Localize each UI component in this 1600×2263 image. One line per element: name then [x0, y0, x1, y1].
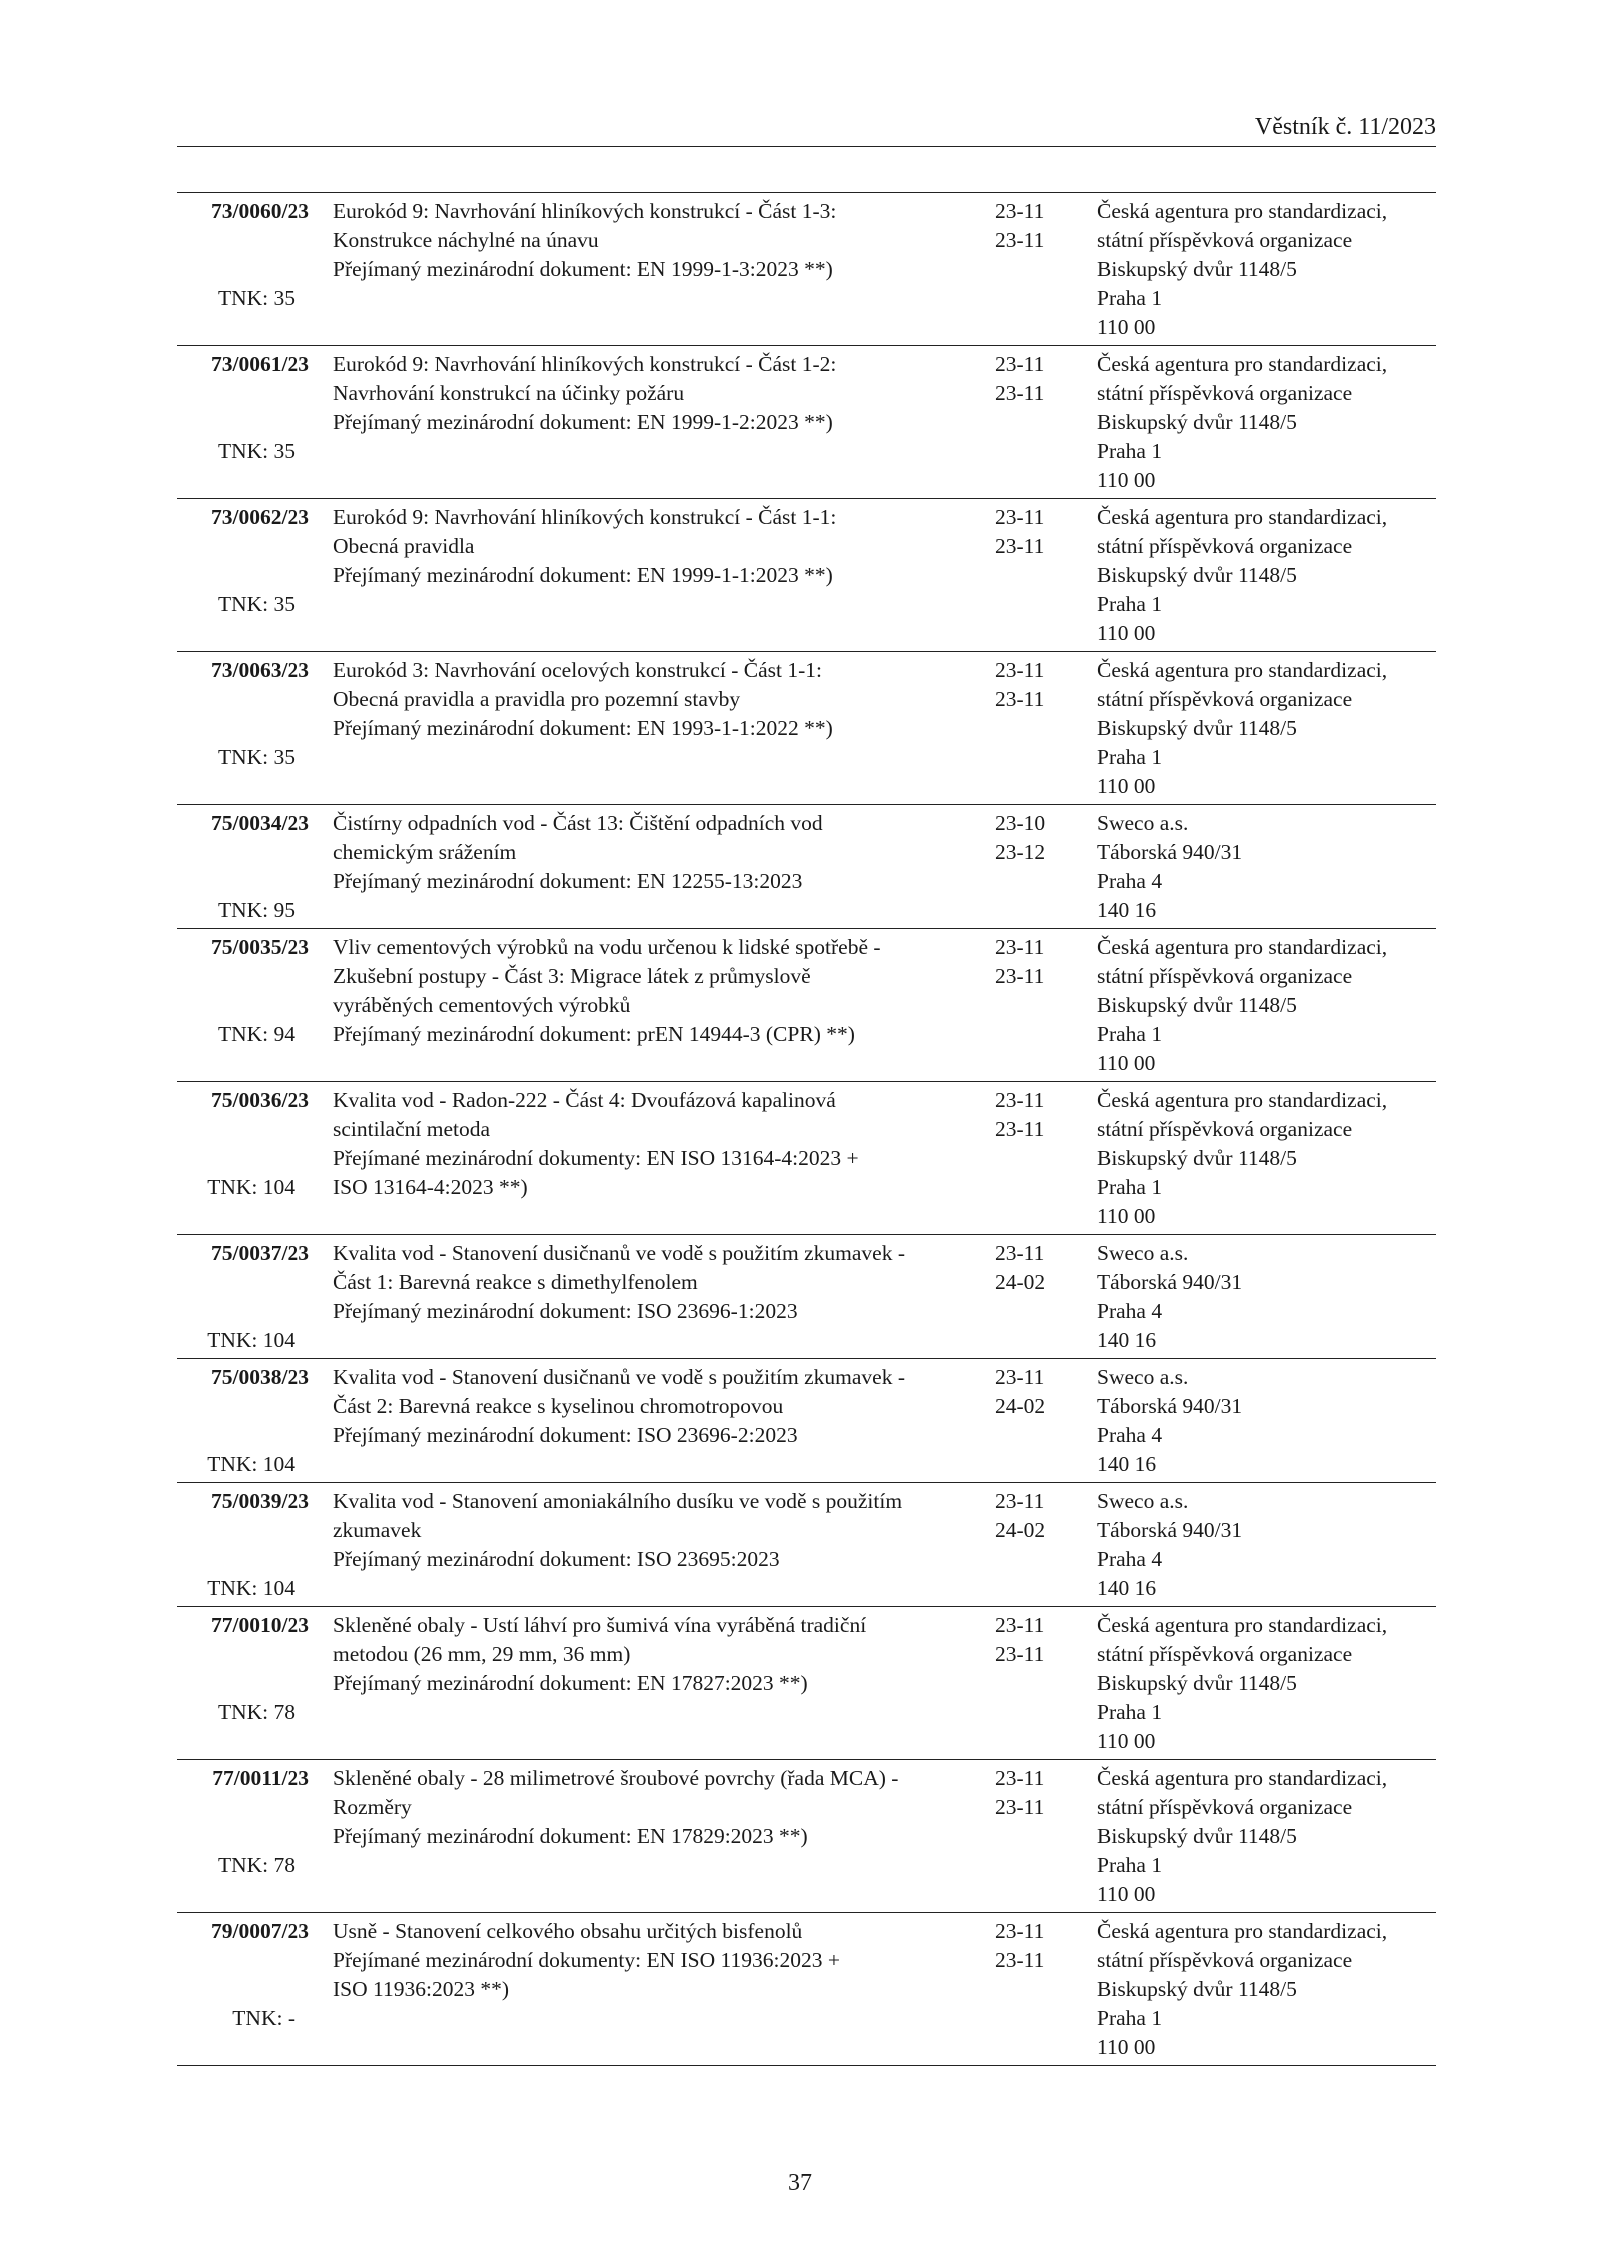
table-row — [177, 805, 1436, 929]
standard-number: 73/0060/23 — [211, 199, 309, 223]
organization-line: Česká agentura pro standardizaci, — [1097, 935, 1388, 959]
date-value: 23-11 — [995, 534, 1045, 558]
description-line: Přejímaný mezinárodní dokument: EN 1993-1-1:2022 **) — [333, 716, 833, 740]
description-line: Přejímaný mezinárodní dokument: EN 1999-1-1:2023 **) — [333, 563, 833, 587]
organization-line: Praha 1 — [1097, 439, 1163, 463]
description-cell — [333, 197, 973, 284]
table-row — [177, 1760, 1436, 1913]
organization-line: Praha 1 — [1097, 745, 1163, 769]
dates-cell — [995, 350, 1075, 408]
organization-line: Praha 4 — [1097, 1423, 1163, 1447]
dates-cell — [995, 1363, 1075, 1421]
standard-number: 73/0061/23 — [211, 352, 309, 376]
organization-line: Biskupský dvůr 1148/5 — [1097, 410, 1297, 434]
table-row — [177, 346, 1436, 499]
description-line: Konstrukce náchylné na únavu — [333, 228, 599, 252]
page-header — [177, 112, 1436, 147]
tnk-label: TNK: 35 — [217, 745, 295, 769]
table-row — [177, 499, 1436, 652]
organization-line: státní příspěvková organizace — [1097, 964, 1353, 988]
date-value: 23-11 — [995, 1642, 1045, 1666]
organization-line: 110 00 — [1097, 1204, 1156, 1228]
organization-line: 110 00 — [1097, 621, 1156, 645]
organization-line: Biskupský dvůr 1148/5 — [1097, 1977, 1297, 2001]
bulletin-title: Věstník č. 11/2023 — [1254, 114, 1436, 140]
organization-cell — [1097, 503, 1436, 648]
organization-line: státní příspěvková organizace — [1097, 534, 1353, 558]
description-line: Přejímaný mezinárodní dokument: EN 17829:2023 **) — [333, 1824, 808, 1848]
date-value: 23-11 — [995, 352, 1045, 376]
table-row — [177, 1359, 1436, 1483]
description-line: Přejímané mezinárodní dokumenty: EN ISO 11936:2023 + — [333, 1948, 840, 1972]
organization-line: Česká agentura pro standardizaci, — [1097, 1088, 1388, 1112]
date-value: 23-11 — [995, 199, 1045, 223]
dates-cell — [995, 197, 1075, 255]
date-value: 23-11 — [995, 381, 1045, 405]
organization-cell — [1097, 656, 1436, 801]
organization-line: 110 00 — [1097, 315, 1156, 339]
description-cell — [333, 1917, 973, 2004]
description-line: Čistírny odpadních vod - Část 13: Čištění odpadních vod — [333, 811, 823, 835]
description-cell — [333, 350, 973, 437]
date-value: 24-02 — [995, 1518, 1046, 1542]
date-value: 23-11 — [995, 1613, 1045, 1637]
organization-line: státní příspěvková organizace — [1097, 381, 1353, 405]
standard-number: 75/0038/23 — [211, 1365, 309, 1389]
description-line: Část 2: Barevná reakce s kyselinou chromotropovou — [333, 1394, 784, 1418]
organization-line: Praha 1 — [1097, 1853, 1163, 1877]
date-value: 23-11 — [995, 228, 1045, 252]
organization-line: Táborská 940/31 — [1097, 1518, 1243, 1542]
dates-cell — [995, 1917, 1075, 1975]
organization-line: 140 16 — [1097, 1452, 1157, 1476]
date-value: 23-11 — [995, 1948, 1045, 1972]
date-value: 23-10 — [995, 811, 1046, 835]
tnk-label: TNK: 95 — [217, 898, 295, 922]
table-row — [177, 1483, 1436, 1607]
description-line: Přejímané mezinárodní dokumenty: EN ISO 13164-4:2023 + — [333, 1146, 859, 1170]
description-line: zkumavek — [333, 1518, 422, 1542]
description-line: ISO 11936:2023 **) — [333, 1977, 509, 2001]
description-cell — [333, 1239, 973, 1326]
organization-cell — [1097, 197, 1436, 342]
tnk-label: TNK: 35 — [217, 592, 295, 616]
organization-line: Praha 1 — [1097, 1175, 1163, 1199]
organization-cell — [1097, 1764, 1436, 1909]
description-cell — [333, 656, 973, 743]
organization-line: státní příspěvková organizace — [1097, 687, 1353, 711]
organization-line: Česká agentura pro standardizaci, — [1097, 658, 1388, 682]
description-line: Usně - Stanovení celkového obsahu určitých bisfenolů — [333, 1919, 803, 1943]
organization-line: Praha 4 — [1097, 1547, 1163, 1571]
organization-line: Sweco a.s. — [1097, 1365, 1189, 1389]
organization-line: Biskupský dvůr 1148/5 — [1097, 1824, 1297, 1848]
date-value: 23-11 — [995, 658, 1045, 682]
description-line: Eurokód 3: Navrhování ocelových konstrukcí - Část 1-1: — [333, 658, 823, 682]
dates-cell — [995, 809, 1075, 867]
organization-line: Praha 1 — [1097, 592, 1163, 616]
organization-line: 140 16 — [1097, 1328, 1157, 1352]
date-value: 24-02 — [995, 1394, 1046, 1418]
table-row — [177, 1913, 1436, 2066]
organization-line: Praha 1 — [1097, 2006, 1163, 2030]
date-value: 23-11 — [995, 1117, 1045, 1141]
description-line: Obecná pravidla — [333, 534, 475, 558]
organization-cell — [1097, 1363, 1436, 1479]
date-value: 23-12 — [995, 840, 1046, 864]
date-value: 23-11 — [995, 1241, 1045, 1265]
organization-line: Biskupský dvůr 1148/5 — [1097, 1671, 1297, 1695]
dates-cell — [995, 1086, 1075, 1144]
organization-line: státní příspěvková organizace — [1097, 1642, 1353, 1666]
description-line: metodou (26 mm, 29 mm, 36 mm) — [333, 1642, 631, 1666]
description-line: Skleněné obaly - 28 milimetrové šroubové povrchy (řada MCA) - — [333, 1766, 899, 1790]
description-line: Navrhování konstrukcí na účinky požáru — [333, 381, 685, 405]
tnk-label: TNK: 35 — [217, 286, 295, 310]
organization-line: 140 16 — [1097, 898, 1157, 922]
description-line: Přejímaný mezinárodní dokument: EN 1999-1-3:2023 **) — [333, 257, 833, 281]
organization-line: Biskupský dvůr 1148/5 — [1097, 716, 1297, 740]
tnk-label: TNK: 104 — [207, 1175, 295, 1199]
standards-table — [177, 192, 1436, 2066]
organization-line: státní příspěvková organizace — [1097, 1117, 1353, 1141]
description-cell — [333, 503, 973, 590]
organization-cell — [1097, 809, 1436, 925]
description-line: Kvalita vod - Stanovení dusičnanů ve vodě s použitím zkumavek - — [333, 1365, 906, 1389]
table-row — [177, 193, 1436, 346]
tnk-label: TNK: 78 — [217, 1853, 295, 1877]
organization-line: Praha 4 — [1097, 869, 1163, 893]
organization-cell — [1097, 1917, 1436, 2062]
tnk-label: TNK: - — [232, 2006, 295, 2030]
description-cell — [333, 933, 973, 1049]
description-cell — [333, 1764, 973, 1851]
organization-cell — [1097, 1487, 1436, 1603]
dates-cell — [995, 503, 1075, 561]
organization-line: Česká agentura pro standardizaci, — [1097, 1919, 1388, 1943]
organization-cell — [1097, 1086, 1436, 1231]
organization-line: 110 00 — [1097, 1729, 1156, 1753]
description-line: Eurokód 9: Navrhování hliníkových konstrukcí - Část 1-2: — [333, 352, 837, 376]
date-value: 23-11 — [995, 1088, 1045, 1112]
organization-cell — [1097, 1611, 1436, 1756]
description-line: ISO 13164-4:2023 **) — [333, 1175, 528, 1199]
tnk-label: TNK: 78 — [217, 1700, 295, 1724]
standard-number: 75/0034/23 — [211, 811, 309, 835]
description-line: Vliv cementových výrobků na vodu určenou k lidské spotřebě - — [333, 935, 881, 959]
standard-number: 75/0039/23 — [211, 1489, 309, 1513]
tnk-label: TNK: 94 — [217, 1022, 295, 1046]
organization-line: státní příspěvková organizace — [1097, 1795, 1353, 1819]
organization-line: Praha 1 — [1097, 1700, 1163, 1724]
standard-number: 73/0062/23 — [211, 505, 309, 529]
date-value: 23-11 — [995, 1766, 1045, 1790]
organization-line: Biskupský dvůr 1148/5 — [1097, 257, 1297, 281]
standard-number: 73/0063/23 — [211, 658, 309, 682]
organization-cell — [1097, 350, 1436, 495]
description-line: Přejímaný mezinárodní dokument: ISO 23696-1:2023 — [333, 1299, 798, 1323]
description-cell — [333, 1487, 973, 1574]
date-value: 23-11 — [995, 1489, 1045, 1513]
dates-cell — [995, 1764, 1075, 1822]
organization-line: Sweco a.s. — [1097, 1489, 1189, 1513]
dates-cell — [995, 656, 1075, 714]
organization-line: Biskupský dvůr 1148/5 — [1097, 993, 1297, 1017]
dates-cell — [995, 1239, 1075, 1297]
standard-number: 75/0036/23 — [211, 1088, 309, 1112]
description-line: Eurokód 9: Navrhování hliníkových konstrukcí - Část 1-1: — [333, 505, 837, 529]
organization-cell — [1097, 1239, 1436, 1355]
page-number: 37 — [788, 2170, 812, 2196]
description-cell — [333, 1611, 973, 1698]
organization-line: 110 00 — [1097, 1882, 1156, 1906]
table-row — [177, 652, 1436, 805]
description-line: Eurokód 9: Navrhování hliníkových konstrukcí - Část 1-3: — [333, 199, 837, 223]
organization-line: 110 00 — [1097, 468, 1156, 492]
organization-line: Česká agentura pro standardizaci, — [1097, 1766, 1388, 1790]
description-line: Kvalita vod - Stanovení amoniakálního dusíku ve vodě s použitím — [333, 1489, 903, 1513]
description-line: Přejímaný mezinárodní dokument: EN 17827:2023 **) — [333, 1671, 808, 1695]
organization-line: Česká agentura pro standardizaci, — [1097, 1613, 1388, 1637]
organization-line: Praha 1 — [1097, 286, 1163, 310]
date-value: 23-11 — [995, 687, 1045, 711]
organization-line: Biskupský dvůr 1148/5 — [1097, 563, 1297, 587]
date-value: 23-11 — [995, 1365, 1045, 1389]
tnk-label: TNK: 35 — [217, 439, 295, 463]
description-line: Skleněné obaly - Ustí láhví pro šumivá vína vyráběná tradiční — [333, 1613, 867, 1637]
table-row — [177, 1235, 1436, 1359]
dates-cell — [995, 1611, 1075, 1669]
description-line: Rozměry — [333, 1795, 412, 1819]
dates-cell — [995, 933, 1075, 991]
organization-line: 110 00 — [1097, 1051, 1156, 1075]
description-line: Zkušební postupy - Část 3: Migrace látek z průmyslově — [333, 964, 811, 988]
organization-cell — [1097, 933, 1436, 1078]
date-value: 23-11 — [995, 964, 1045, 988]
date-value: 23-11 — [995, 1919, 1045, 1943]
description-line: Přejímaný mezinárodní dokument: EN 1999-1-2:2023 **) — [333, 410, 833, 434]
table-row — [177, 1607, 1436, 1760]
organization-line: Praha 4 — [1097, 1299, 1163, 1323]
organization-line: Biskupský dvůr 1148/5 — [1097, 1146, 1297, 1170]
tnk-label: TNK: 104 — [207, 1328, 295, 1352]
tnk-label: TNK: 104 — [207, 1452, 295, 1476]
organization-line: Táborská 940/31 — [1097, 840, 1243, 864]
description-line: scintilační metoda — [333, 1117, 491, 1141]
description-cell — [333, 1086, 973, 1202]
organization-line: Česká agentura pro standardizaci, — [1097, 505, 1388, 529]
organization-line: 140 16 — [1097, 1576, 1157, 1600]
organization-line: státní příspěvková organizace — [1097, 228, 1353, 252]
standard-number: 79/0007/23 — [211, 1919, 309, 1943]
date-value: 23-11 — [995, 505, 1045, 529]
organization-line: Sweco a.s. — [1097, 1241, 1189, 1265]
date-value: 23-11 — [995, 935, 1045, 959]
date-value: 23-11 — [995, 1795, 1045, 1819]
description-line: Kvalita vod - Radon-222 - Část 4: Dvoufázová kapalinová — [333, 1088, 836, 1112]
description-line: Přejímaný mezinárodní dokument: ISO 23695:2023 — [333, 1547, 780, 1571]
standard-number: 75/0037/23 — [211, 1241, 309, 1265]
standard-number: 75/0035/23 — [211, 935, 309, 959]
description-line: Část 1: Barevná reakce s dimethylfenolem — [333, 1270, 698, 1294]
standard-number: 77/0010/23 — [211, 1613, 309, 1637]
date-value: 24-02 — [995, 1270, 1046, 1294]
table-row — [177, 929, 1436, 1082]
organization-line: Táborská 940/31 — [1097, 1270, 1243, 1294]
tnk-label: TNK: 104 — [207, 1576, 295, 1600]
organization-line: Praha 1 — [1097, 1022, 1163, 1046]
description-line: Obecná pravidla a pravidla pro pozemní stavby — [333, 687, 741, 711]
organization-line: Česká agentura pro standardizaci, — [1097, 199, 1388, 223]
description-cell — [333, 809, 973, 896]
table-row — [177, 1082, 1436, 1235]
organization-line: Česká agentura pro standardizaci, — [1097, 352, 1388, 376]
description-line: Kvalita vod - Stanovení dusičnanů ve vodě s použitím zkumavek - — [333, 1241, 906, 1265]
description-line: vyráběných cementových výrobků — [333, 993, 631, 1017]
organization-line: státní příspěvková organizace — [1097, 1948, 1353, 1972]
organization-line: 110 00 — [1097, 2035, 1156, 2059]
dates-cell — [995, 1487, 1075, 1545]
organization-line: Táborská 940/31 — [1097, 1394, 1243, 1418]
description-line: Přejímaný mezinárodní dokument: prEN 14944-3 (CPR) **) — [333, 1022, 855, 1046]
description-line: Přejímaný mezinárodní dokument: EN 12255-13:2023 — [333, 869, 803, 893]
organization-line: 110 00 — [1097, 774, 1156, 798]
description-line: Přejímaný mezinárodní dokument: ISO 23696-2:2023 — [333, 1423, 798, 1447]
standard-number: 77/0011/23 — [212, 1766, 309, 1790]
description-line: chemickým srážením — [333, 840, 517, 864]
organization-line: Sweco a.s. — [1097, 811, 1189, 835]
description-cell — [333, 1363, 973, 1450]
